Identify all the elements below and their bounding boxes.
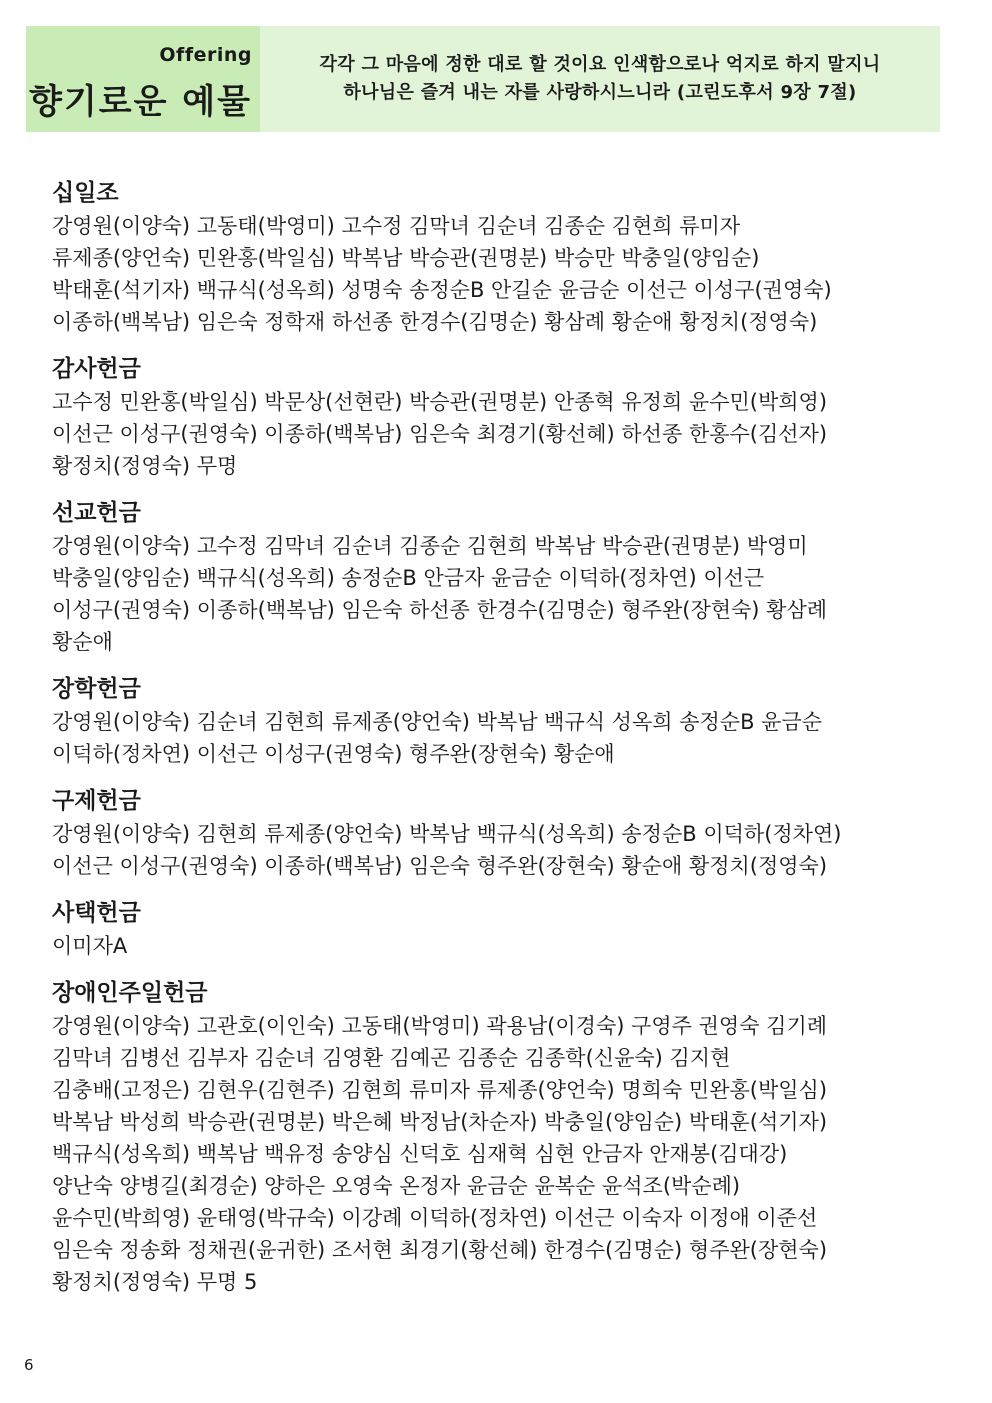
header-korean-title: 향기로운 예물 bbox=[29, 82, 252, 122]
donor-names-line: 이미자A bbox=[52, 934, 128, 958]
donor-names-line: 황순애 bbox=[52, 630, 113, 654]
donor-names-line: 황정치(정영숙) 무명 bbox=[52, 454, 238, 478]
offering-list bbox=[52, 176, 952, 1312]
offering-section bbox=[52, 784, 952, 882]
donor-names-line: 양난숙 양병길(최경순) 양하은 오영숙 온정자 윤금순 윤복순 윤석조(박순례) bbox=[52, 1174, 741, 1198]
donor-names-line: 강영원(이양숙) 고관호(이인숙) 고동태(박영미) 곽용남(이경숙) 구영주 권영숙 김기례 bbox=[52, 1014, 828, 1038]
donor-names-line: 이선근 이성구(권영숙) 이종하(백복남) 임은숙 형주완(장현숙) 황순애 황정치(정영숙) bbox=[52, 854, 828, 878]
offering-header bbox=[26, 26, 940, 132]
donor-names-line: 윤수민(박희영) 윤태영(박규숙) 이강례 이덕하(정차연) 이선근 이숙자 이정애 이준선 bbox=[52, 1206, 818, 1230]
offering-section bbox=[52, 896, 952, 962]
donor-names-line: 박충일(양임순) 백규식(성옥희) 송정순B 안금자 윤금순 이덕하(정차연) 이선근 bbox=[52, 566, 765, 590]
offering-section bbox=[52, 496, 952, 658]
donor-names-line: 고수정 민완홍(박일심) 박문상(선현란) 박승관(권명분) 안종혁 유정희 윤수민(박희영) bbox=[52, 390, 828, 414]
offering-section bbox=[52, 352, 952, 482]
header-title-box bbox=[26, 26, 260, 132]
donor-names-line: 류제종(양언숙) 민완홍(박일심) 박복남 박승관(권명분) 박승만 박충일(양임순) bbox=[52, 246, 760, 270]
donor-names-line: 김막녀 김병선 김부자 김순녀 김영환 김예곤 김종순 김종학(신윤숙) 김지현 bbox=[52, 1046, 731, 1070]
header-verse bbox=[260, 26, 940, 132]
donor-names-line: 이덕하(정차연) 이선근 이성구(권영숙) 형주완(장현숙) 황순애 bbox=[52, 742, 615, 766]
section-title: 장학헌금 bbox=[52, 676, 141, 702]
section-title: 구제헌금 bbox=[52, 788, 141, 814]
donor-names-line: 박복남 박성희 박승관(권명분) 박은혜 박정남(차순자) 박충일(양임순) 박태훈(석기자) bbox=[52, 1110, 828, 1134]
offering-section bbox=[52, 976, 952, 1298]
verse-line: 하나님은 즐겨 내는 자를 사랑하시느니라 (고린도후서 9장 7절) bbox=[343, 82, 857, 103]
donor-names-line: 김충배(고정은) 김현우(김현주) 김현희 류미자 류제종(양언숙) 명희숙 민완홍(박일심) bbox=[52, 1078, 828, 1102]
offering-section bbox=[52, 176, 952, 338]
donor-names-line: 이종하(백복남) 임은숙 정학재 하선종 한경수(김명순) 황삼례 황순애 황정치(정영숙) bbox=[52, 310, 818, 334]
donor-names-line: 이성구(권영숙) 이종하(백복남) 임은숙 하선종 한경수(김명순) 형주완(장현숙) 황삼례 bbox=[52, 598, 828, 622]
donor-names-line: 강영원(이양숙) 김현희 류제종(양언숙) 박복남 백규식(성옥희) 송정순B 이덕하(정차연) bbox=[52, 822, 842, 846]
donor-names-line: 강영원(이양숙) 고동태(박영미) 고수정 김막녀 김순녀 김종순 김현희 류미자 bbox=[52, 214, 741, 238]
page-number: 6 bbox=[24, 1356, 34, 1374]
donor-names-line: 백규식(성옥희) 백복남 백유정 송양심 신덕호 심재혁 심현 안금자 안재봉(김대강) bbox=[52, 1142, 788, 1166]
section-title: 선교헌금 bbox=[52, 500, 141, 526]
verse-line: 각각 그 마음에 정한 대로 할 것이요 인색함으로나 억지로 하지 말지니 bbox=[319, 54, 881, 75]
section-title: 장애인주일헌금 bbox=[52, 980, 208, 1006]
donor-names-line: 황정치(정영숙) 무명 5 bbox=[52, 1270, 258, 1294]
donor-names-line: 박태훈(석기자) 백규식(성옥희) 성명숙 송정순B 안길순 윤금순 이선근 이성구(권영숙) bbox=[52, 278, 832, 302]
section-title: 사택헌금 bbox=[52, 900, 141, 926]
section-title: 십일조 bbox=[52, 180, 119, 206]
section-title: 감사헌금 bbox=[52, 356, 141, 382]
donor-names-line: 이선근 이성구(권영숙) 이종하(백복남) 임은숙 최경기(황선혜) 하선종 한홍수(김선자) bbox=[52, 422, 828, 446]
header-english-title: Offering bbox=[159, 44, 252, 66]
donor-names-line: 강영원(이양숙) 고수정 김막녀 김순녀 김종순 김현희 박복남 박승관(권명분) 박영미 bbox=[52, 534, 808, 558]
donor-names-line: 임은숙 정송화 정채권(윤귀한) 조서현 최경기(황선혜) 한경수(김명순) 형주완(장현숙) bbox=[52, 1238, 828, 1262]
donor-names-line: 강영원(이양숙) 김순녀 김현희 류제종(양언숙) 박복남 백규식 성옥희 송정순B 윤금순 bbox=[52, 710, 823, 734]
offering-section bbox=[52, 672, 952, 770]
